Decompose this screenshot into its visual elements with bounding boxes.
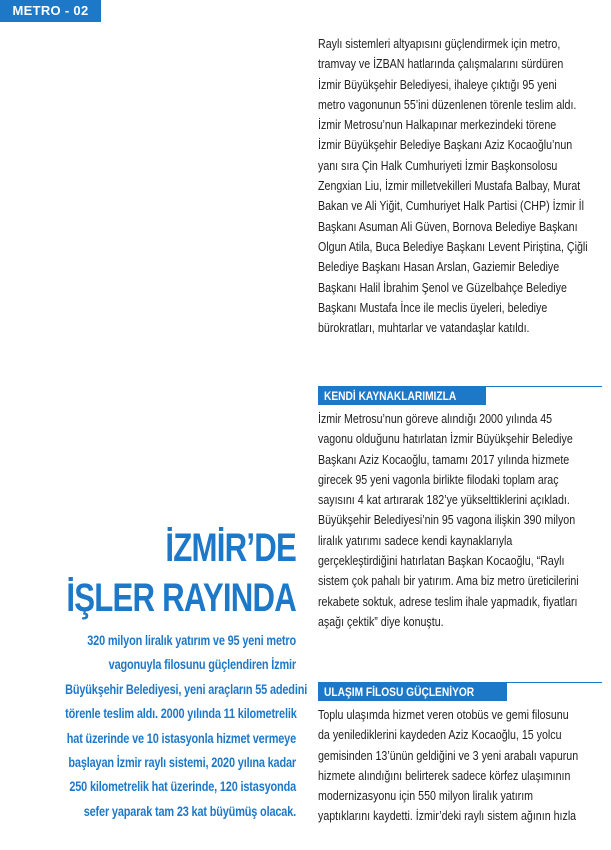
section2-paragraph xyxy=(318,705,602,827)
body-line: vagonu olduğunu hatırlatan İzmir Büyükşehir Belediye xyxy=(318,431,573,447)
section-tag: METRO - 02 xyxy=(0,0,101,22)
body-line: İzmir Metrosu’nun Halkapınar merkezindeki törene xyxy=(318,117,557,133)
body-line: Başkanı Aziz Kocaoğlu, tamamı 2017 yılında hizmete xyxy=(318,451,570,467)
body-line: Belediye Başkanı Hasan Arslan, Gaziemir Belediye xyxy=(318,259,560,275)
lead-line: 320 milyon liralık yatırım ve 95 yeni metro xyxy=(87,632,296,648)
lead-line: başlayan İzmir raylı sistemi, 2020 yılına kadar xyxy=(68,754,296,771)
lead-line: Büyükşehir Belediyesi, yeni araçların 55 adedini xyxy=(65,680,308,697)
body-line: Raylı sistemleri altyapısını güçlendirmek için metro, xyxy=(318,36,561,51)
body-line: gemisinden 13’ünün geldiğini ve 3 yeni arabalı vapurun xyxy=(318,747,579,763)
body-line: İzmir Büyükşehir Belediye Başkanı Aziz Kocaoğlu’nun xyxy=(318,137,573,153)
body-line: aşağı çektik” diye konuştu. xyxy=(318,613,444,629)
body-line: gerçekleştirdiğini hatırlatan Başkan Kocaoğlu, “Raylı xyxy=(318,553,565,569)
body-line: Bakan ve Ali Yiğit, Cumhuriyet Halk Partisi (CHP) İzmir İl xyxy=(318,198,584,214)
body-line: Toplu ulaşımda hizmet veren otobüs ve gemi filosunu xyxy=(318,707,569,722)
body-line: yanı sıra Çin Halk Cumhuriyeti İzmir Başkonsolosu xyxy=(318,157,558,173)
lead-line: sefer yaparak tam 23 kat büyümüş olacak. xyxy=(83,802,296,819)
body-line: tramvay ve İZBAN hatlarında çalışmalarını sürdüren xyxy=(318,56,564,72)
body-line: sayısını 4 kat artırarak 182’ye yükselttiklerini açıkladı. xyxy=(318,492,570,508)
body-line: liralık yatırımı sadece kendi kaynaklarıyla xyxy=(318,532,513,548)
body-line: girecek 95 yeni vagonla birlikte filodaki toplam araç xyxy=(318,471,559,487)
section-heading-label: ULAŞIM FİLOSU GÜÇLENİYOR xyxy=(324,685,475,699)
section-heading-kendi-kaynaklarimizla xyxy=(318,387,486,405)
headline-line-1: İZMİR’DE xyxy=(165,526,296,570)
body-line: hizmete alındığını belirterek sadece körfez ulaşımının xyxy=(318,767,571,783)
lead-paragraph xyxy=(0,628,308,823)
body-line: İzmir Büyükşehir Belediyesi, ihaleye çıktığı 95 yeni xyxy=(318,76,557,92)
body-line: Zengxian Liu, İzmir milletvekilleri Mustafa Balbay, Murat xyxy=(318,178,581,194)
body-line: metro vagonunun 55’ini düzenlenen törenle teslim aldı. xyxy=(318,96,577,112)
body-line: Başkanı Mustafa İnce ile meclis üyeleri, belediye xyxy=(318,299,548,315)
lead-line: 250 kilometrelik hat üzerinde, 120 istasyonda xyxy=(69,778,296,795)
body-line: Büyükşehir Belediyesi’nin 95 vagona ilişkin 390 milyon xyxy=(318,512,576,528)
body-line: da yenilediklerini kaydeden Aziz Kocaoğlu, 15 yolcu xyxy=(318,727,562,743)
section1-paragraph xyxy=(318,409,602,632)
body-line: bürokratları, muhtarlar ve vatandaşlar katıldı. xyxy=(318,320,530,336)
section-heading-label: KENDİ KAYNAKLARIMIZLA xyxy=(324,389,457,403)
body-line: modernizasyonu için 550 milyon liralık yatırım xyxy=(318,788,534,804)
body-line: Başkanı Halil İbrahim Şenol ve Güzelbahçe Belediye xyxy=(318,279,567,295)
body-line: sistem çok pahalı bir yatırım. Ama biz metro üreticilerini xyxy=(318,573,579,589)
body-line: rekabete soktuk, adrese teslim ihale yapmadık, fiyatları xyxy=(318,593,578,609)
headline-line-2: İŞLER RAYINDA xyxy=(66,576,296,620)
intro-paragraph xyxy=(318,34,602,338)
body-line: yaptıklarını kaydetti. İzmir’deki raylı sistem ağının hızla xyxy=(318,808,577,824)
lead-line: törenle teslim aldı. 2000 yılında 11 kilometrelik xyxy=(65,705,297,722)
body-line: Başkanı Asuman Ali Güven, Bornova Belediye Başkanı xyxy=(318,218,578,234)
lead-line: vagonuyla filosunu güçlendiren İzmir xyxy=(108,656,296,673)
lead-line: hat üzerinde ve 10 istasyonla hizmet vermeye xyxy=(66,729,296,746)
section-heading-ulasim-filosu xyxy=(318,683,507,701)
body-line: İzmir Metrosu’nun göreve alındığı 2000 yılında 45 xyxy=(318,411,553,426)
body-line: Olgun Atila, Buca Belediye Başkanı Levent Piriştina, Çiğli xyxy=(318,238,588,254)
